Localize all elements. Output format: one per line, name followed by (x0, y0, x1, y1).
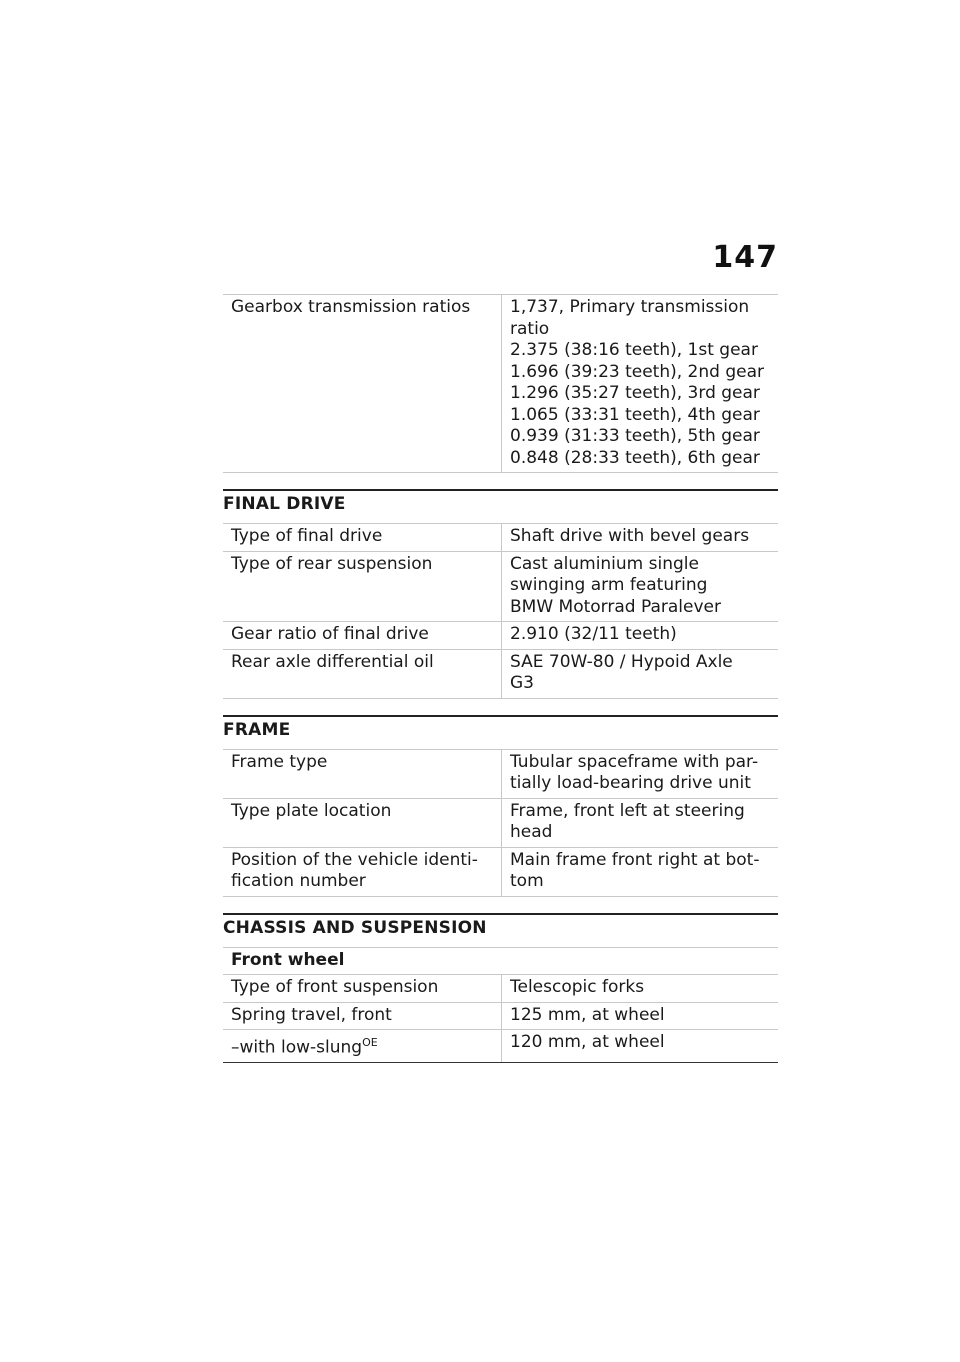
section-title-frame: FRAME (223, 715, 778, 749)
table-row (223, 749, 778, 798)
table-row (223, 975, 778, 1003)
spec-value: Cast aluminium single swinging arm featuring BMW Motorrad Paralever (502, 551, 779, 622)
spec-label: Rear axle differential oil (223, 649, 502, 698)
section-title-final-drive: FINAL DRIVE (223, 489, 778, 523)
spec-label: Type of front suspension (223, 975, 502, 1003)
gearbox-table (223, 294, 778, 473)
spec-label: Type of rear suspension (223, 551, 502, 622)
spec-label: Type plate location (223, 798, 502, 847)
spec-label: Position of the vehicle identi- fication number (223, 847, 502, 896)
spec-value: Telescopic forks (502, 975, 779, 1003)
spec-value: Main frame front right at bot- tom (502, 847, 779, 896)
table-row (223, 847, 778, 896)
spec-label: Gearbox transmission ratios (223, 295, 502, 473)
spec-label: Gear ratio of final drive (223, 622, 502, 650)
table-row (223, 649, 778, 698)
spec-value: Tubular spaceframe with par- tially load-bearing drive unit (502, 749, 779, 798)
spec-value: 1,737, Primary transmission ratio 2.375 (38:16 teeth), 1st gear 1.696 (39:23 teeth), 2nd gear 1.296 (35:27 teeth), 3rd gear 1.065 (33:31 teeth), 4th gear 0.939 (31:33 teeth), 5th gear 0.848 (28:33 teeth), 6th gear (502, 295, 779, 473)
page-number: 147 (712, 240, 778, 275)
table-row (223, 798, 778, 847)
chassis-table (223, 947, 778, 1064)
spec-content (223, 294, 778, 1063)
spec-label: Spring travel, front (223, 1002, 502, 1030)
spec-label-cell (223, 1030, 502, 1063)
spec-value: Shaft drive with bevel gears (502, 524, 779, 552)
final-drive-table (223, 523, 778, 699)
section-title-chassis: CHASSIS AND SUSPENSION (223, 913, 778, 947)
table-row (223, 551, 778, 622)
spec-value: SAE 70W-80 / Hypoid Axle G3 (502, 649, 779, 698)
table-subheading-row (223, 947, 778, 975)
table-row (223, 524, 778, 552)
table-row (223, 1002, 778, 1030)
table-row (223, 295, 778, 473)
spec-label: –with low-slung (231, 1037, 363, 1058)
spec-label: Type of final drive (223, 524, 502, 552)
spec-value: 120 mm, at wheel (502, 1030, 779, 1063)
frame-table (223, 749, 778, 897)
optional-equipment-marker: OE (362, 1036, 378, 1049)
table-row (223, 1030, 778, 1063)
spec-value: 2.910 (32/11 teeth) (502, 622, 779, 650)
table-row (223, 622, 778, 650)
spec-value: 125 mm, at wheel (502, 1002, 779, 1030)
subheading-front-wheel: Front wheel (231, 949, 345, 970)
spec-label: Frame type (223, 749, 502, 798)
spec-value: Frame, front left at steering head (502, 798, 779, 847)
